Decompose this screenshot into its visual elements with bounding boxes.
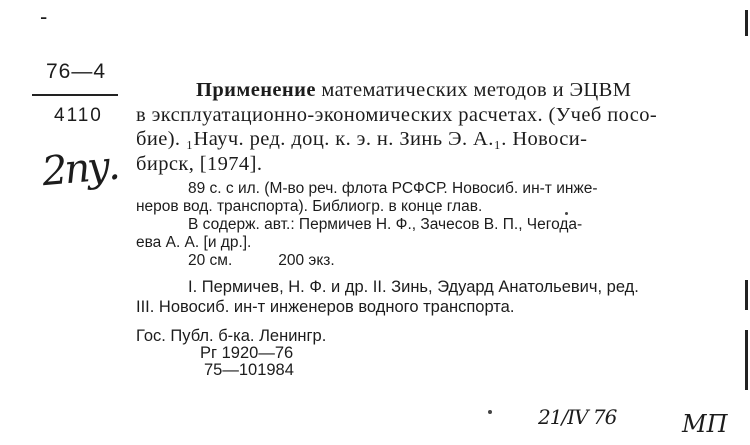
card-edge-mark — [745, 10, 748, 36]
library-stamp — [136, 328, 326, 379]
card-edge-mark — [745, 330, 748, 390]
title-line-1-rest: математических методов и ЭЦВМ — [315, 79, 632, 101]
corner-mark: - — [40, 4, 48, 29]
tracing-line-1: I. Пермичев, Н. Ф. и др. II. Зинь, Эдуард Анатольевич, ред. — [188, 278, 639, 296]
title-line-1 — [136, 78, 720, 103]
details-line-3: В содерж. авт.: Пермичев Н. Ф., Зачесов В. П., Чегода- — [188, 216, 583, 233]
classification-divider — [32, 94, 118, 96]
tracing-line-2: III. Новосиб. ин-т инженеров водного транспорта. — [136, 298, 515, 316]
bibliographic-entry — [136, 78, 720, 270]
details-line-4: ева А. А. [и др.]. — [136, 234, 252, 251]
shelf-number: 4110 — [54, 105, 103, 126]
tracings — [136, 277, 720, 317]
handwritten-date: 21/IV 76 — [538, 405, 617, 429]
physical-description — [136, 180, 720, 270]
size-and-copies — [136, 252, 720, 270]
library-name: Гос. Публ. б-ка. Ленингр. — [136, 327, 327, 345]
copies: 200 экз. — [278, 252, 335, 269]
title-lead-word: Применение — [196, 79, 316, 101]
ink-dot — [565, 212, 568, 215]
handwritten-initials: МП — [682, 410, 728, 438]
classification-number: 76—4 — [46, 60, 107, 83]
card-edge-mark — [745, 280, 748, 310]
details-line-2: неров вод. транспорта). Библиогр. в конце глав. — [136, 198, 483, 215]
library-accession: 75—101984 — [204, 361, 294, 379]
library-code: Рг 1920—76 — [200, 344, 294, 362]
details-line-1: 89 с. с ил. (М-во реч. флота РСФСР. Новосиб. ин-т инже- — [188, 180, 598, 197]
title-block — [136, 78, 720, 176]
size: 20 см. — [188, 252, 233, 269]
ink-dot — [488, 410, 492, 414]
title-line-3: бие). ₁Науч. ред. доц. к. э. н. Зинь Э. А.₁. Новоси- — [136, 128, 588, 150]
title-line-4: бирск, [1974]. — [136, 152, 263, 175]
handwritten-note: 2пу. — [40, 142, 120, 196]
title-line-2: в эксплуатационно-экономических расчетах. (Учеб посо- — [136, 103, 658, 126]
